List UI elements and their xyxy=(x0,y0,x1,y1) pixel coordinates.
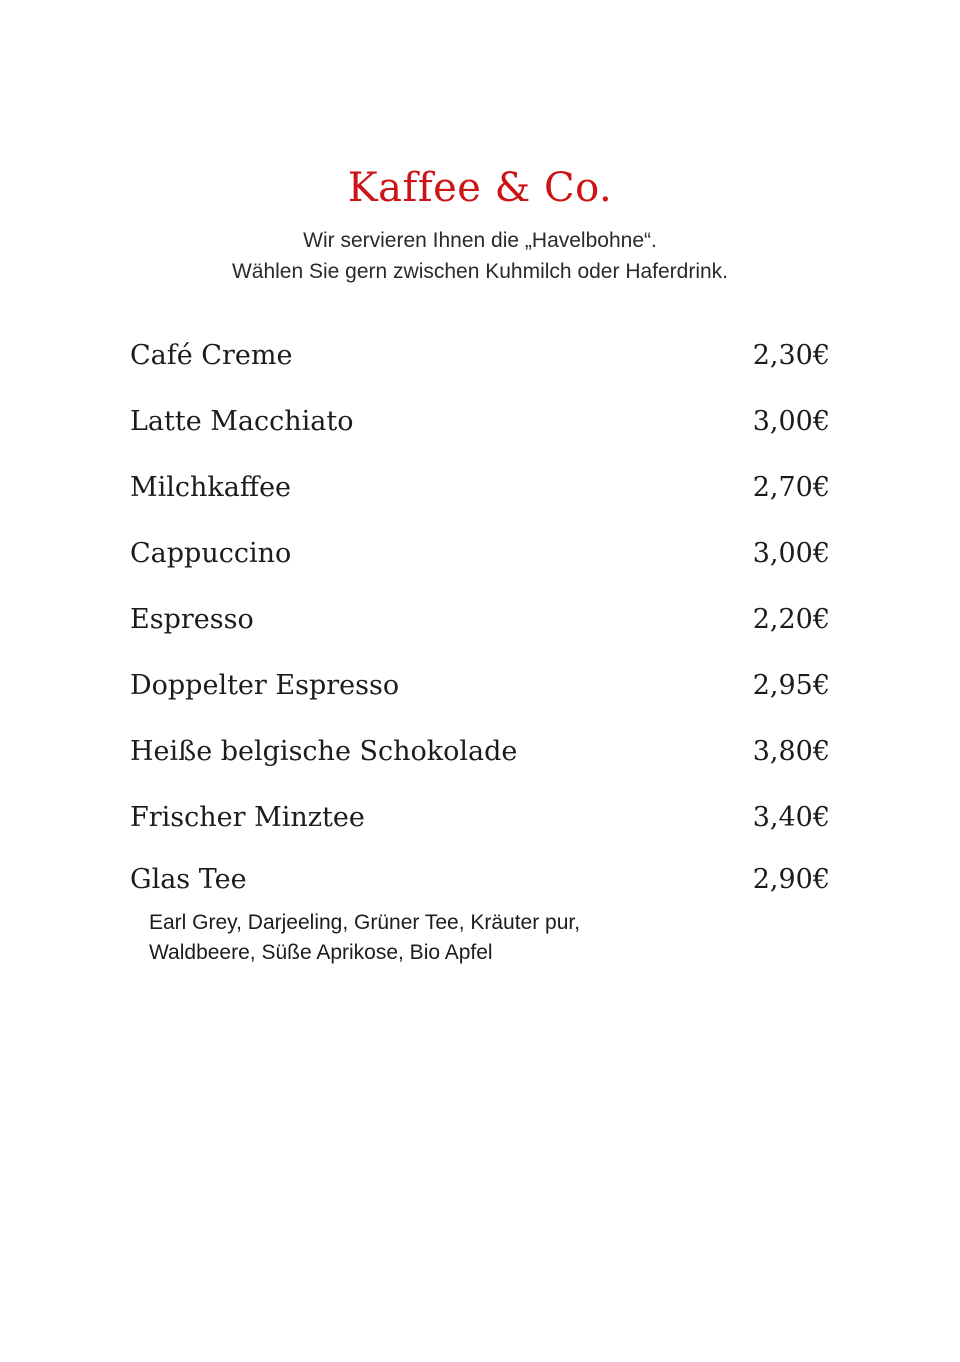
item-price: 2,90€ xyxy=(752,864,830,895)
item-name: Frischer Minztee xyxy=(130,802,365,833)
item-price: 3,00€ xyxy=(752,538,830,569)
item-price: 3,80€ xyxy=(752,736,830,767)
menu-item-espresso xyxy=(130,600,830,666)
item-name: Doppelter Espresso xyxy=(130,670,400,701)
menu-item-glas-tee xyxy=(130,864,830,994)
menu-item-latte-macchiato xyxy=(130,402,830,468)
menu-item-heisse-schokolade xyxy=(130,732,830,798)
item-name: Café Creme xyxy=(130,340,293,371)
item-price: 3,40€ xyxy=(752,802,830,833)
description-line-1: Earl Grey, Darjeeling, Grüner Tee, Kräuter pur, xyxy=(149,911,581,934)
menu-item-doppelter-espresso xyxy=(130,666,830,732)
item-name: Cappuccino xyxy=(130,538,292,569)
menu-item-cafe-creme xyxy=(130,336,830,402)
item-name: Latte Macchiato xyxy=(130,406,354,437)
item-price: 2,20€ xyxy=(752,604,830,635)
item-price: 2,70€ xyxy=(752,472,830,503)
menu-list xyxy=(130,336,830,994)
subtitle-line-1: Wir servieren Ihnen die „Havelbohne“. xyxy=(303,229,657,252)
item-name: Heiße belgische Schokolade xyxy=(130,736,518,767)
page-title: Kaffee & Co. xyxy=(347,165,613,211)
menu-item-milchkaffee xyxy=(130,468,830,534)
item-price: 2,95€ xyxy=(752,670,830,701)
item-name: Glas Tee xyxy=(130,864,247,895)
menu-item-cappuccino xyxy=(130,534,830,600)
item-description xyxy=(149,908,580,968)
menu-item-frischer-minztee xyxy=(130,798,830,864)
subtitle-line-2: Wählen Sie gern zwischen Kuhmilch oder Haferdrink. xyxy=(231,260,729,283)
description-line-2: Waldbeere, Süße Aprikose, Bio Apfel xyxy=(149,941,493,964)
item-name: Espresso xyxy=(130,604,254,635)
item-price: 3,00€ xyxy=(752,406,830,437)
item-price: 2,30€ xyxy=(752,340,830,371)
item-name: Milchkaffee xyxy=(130,472,292,503)
